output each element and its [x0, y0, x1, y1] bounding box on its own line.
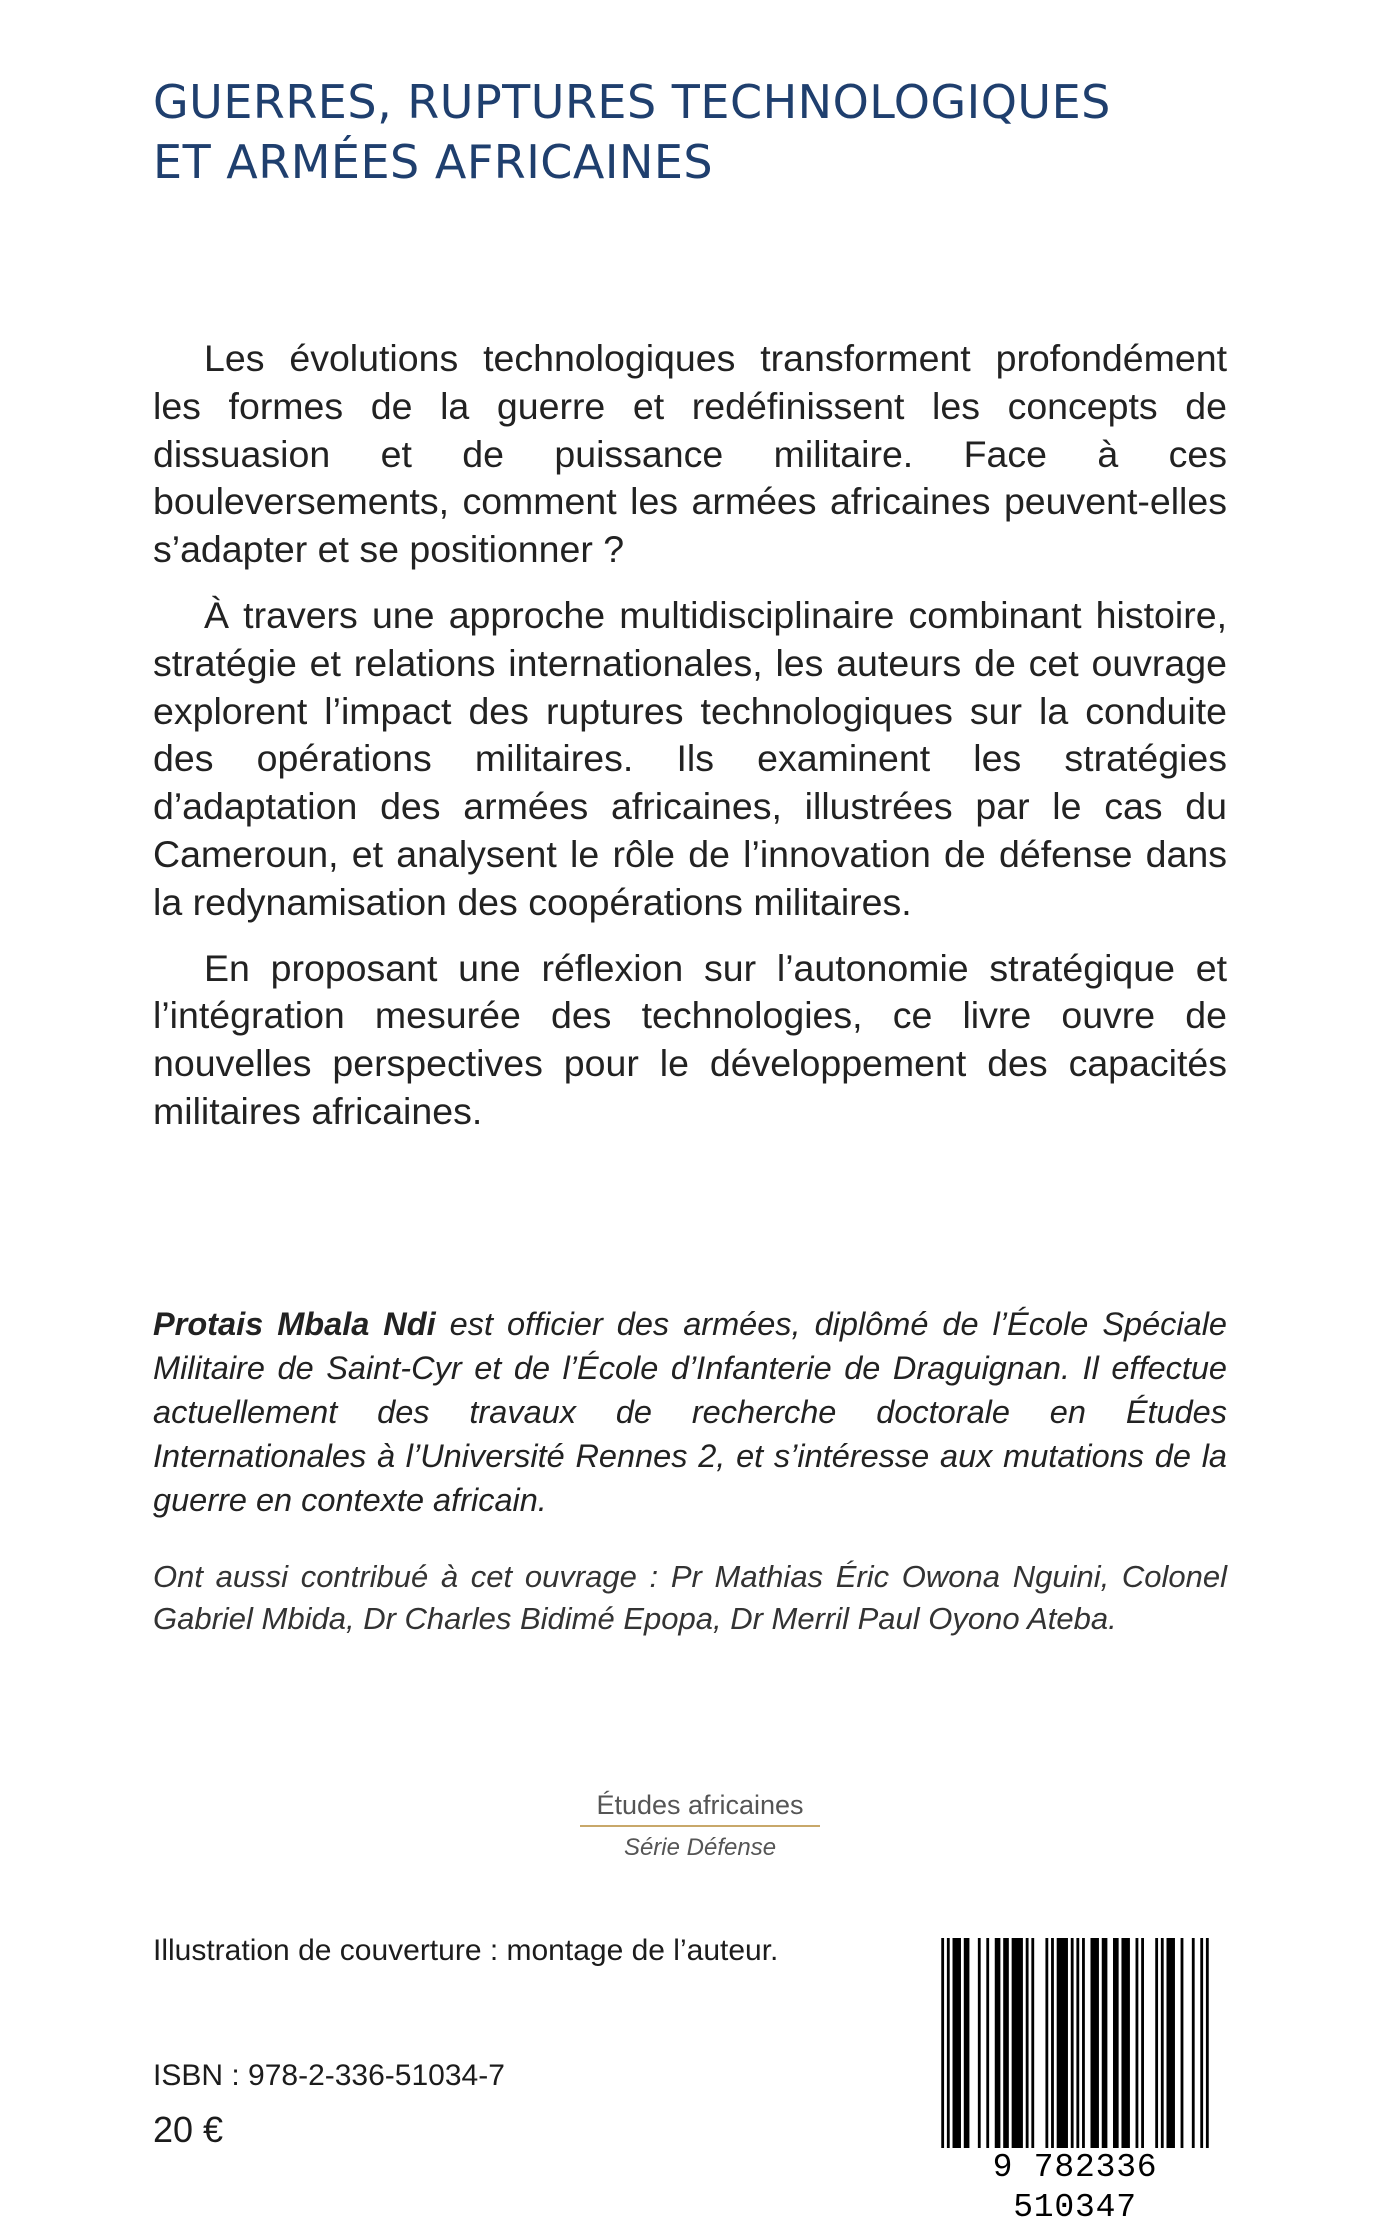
series-logo — [580, 1787, 820, 1863]
barcode-bar — [947, 1938, 950, 2173]
book-title-line-2: ET ARMÉES AFRICAINES — [153, 135, 714, 189]
barcode-bar — [1200, 1938, 1203, 2173]
barcode-digits: 9 782336 510347 — [930, 2148, 1220, 2188]
author-bio-text: est officier des armées, diplômé de l’École Spéciale Militaire de Saint-Cyr et de l’École d’Infanterie de Draguignan. Il effectue actuellement des travaux de recherche doctorale en Études Internationales à l’Université Rennes 2, et s’intéresse aux mutations de la guerre en contexte africain. — [153, 1306, 1228, 1518]
isbn: ISBN : 978-2-336-51034-7 — [153, 2059, 505, 2092]
contributors-note: Ont aussi contribué à cet ouvrage : Pr Mathias Éric Owona Nguini, Colonel Gabriel Mbida, Dr Charles Bidimé Epopa, Dr Merril Paul Oyono Ateba. — [153, 1559, 1227, 1636]
barcode-bar — [1031, 1938, 1034, 2173]
series-divider — [580, 1825, 820, 1827]
summary-paragraph-2: À travers une approche multidisciplinaire combinant histoire, stratégie et relations internationales, les auteurs de cet ouvrage explorent l’impact des ruptures technologiques sur la conduite des opérations militaires. Ils examinent les stratégies d’adaptation des armées africaines, illustrées par le cas du Cameroun, et analysent le rôle de l’innovation de défense dans la redynamisation des coopérations militaires. — [153, 593, 1227, 923]
author-bio — [153, 1302, 1227, 1522]
barcode-bar — [1057, 1938, 1068, 2173]
summary-paragraph-1: Les évolutions technologiques transforment profondément les formes de la guerre et redéfinissent les concepts de dissuasion et de puissance militaire. Face à ces bouleversements, comment les armées africaines peuvent-elles s’adapter et se positionner ? — [153, 337, 1227, 571]
barcode-bar — [995, 1938, 1001, 2173]
book-title-line-1: GUERRES, RUPTURES TECHNOLOGIQUES — [153, 75, 1111, 129]
barcode-bar — [1102, 1938, 1108, 2173]
barcode-bar — [1113, 1938, 1119, 2173]
barcode-bar — [1071, 1938, 1074, 2173]
barcode-bar — [1155, 1938, 1158, 2173]
author-name: Protais Mbala Ndi — [153, 1306, 436, 1342]
series-name: Études africaines — [596, 1790, 804, 1820]
barcode-bar — [1051, 1938, 1054, 2173]
barcode-bar — [941, 1938, 944, 2173]
barcode-bar — [1012, 1938, 1023, 2173]
barcode-bar — [964, 1938, 970, 2173]
barcode-bar — [1090, 1938, 1098, 2173]
barcode-bar — [986, 1938, 989, 2173]
barcode-bar — [1082, 1938, 1085, 2173]
barcode-bar — [1167, 1938, 1175, 2173]
series-subseries: Série Défense — [623, 1834, 777, 1861]
barcode-bar — [953, 1938, 961, 2173]
barcode-bar — [1026, 1938, 1029, 2173]
barcode-bar — [1076, 1938, 1079, 2173]
barcode-bar — [1045, 1938, 1048, 2173]
barcode-bar — [1141, 1938, 1144, 2173]
price: 20 € — [153, 2109, 224, 2150]
barcode-bar — [1121, 1938, 1129, 2173]
barcode-bar — [1192, 1938, 1195, 2173]
barcode-bar — [1206, 1938, 1209, 2173]
barcode-bar — [1161, 1938, 1164, 2173]
summary-paragraph-3: En proposant une réflexion sur l’autonomie stratégique et l’intégration mesurée des technologies, ce livre ouvre de nouvelles perspectives pour le développement des capacités militaires africaines. — [153, 946, 1227, 1132]
illustration-credit: Illustration de couverture : montage de l’auteur. — [153, 1934, 779, 1967]
book-title — [153, 72, 1253, 192]
barcode — [930, 1938, 1220, 2173]
barcode-bar — [978, 1938, 981, 2173]
barcode-bar — [1136, 1938, 1139, 2173]
back-cover-summary — [153, 335, 1227, 1154]
barcode-bar — [1181, 1938, 1184, 2173]
barcode-bar — [1003, 1938, 1009, 2173]
